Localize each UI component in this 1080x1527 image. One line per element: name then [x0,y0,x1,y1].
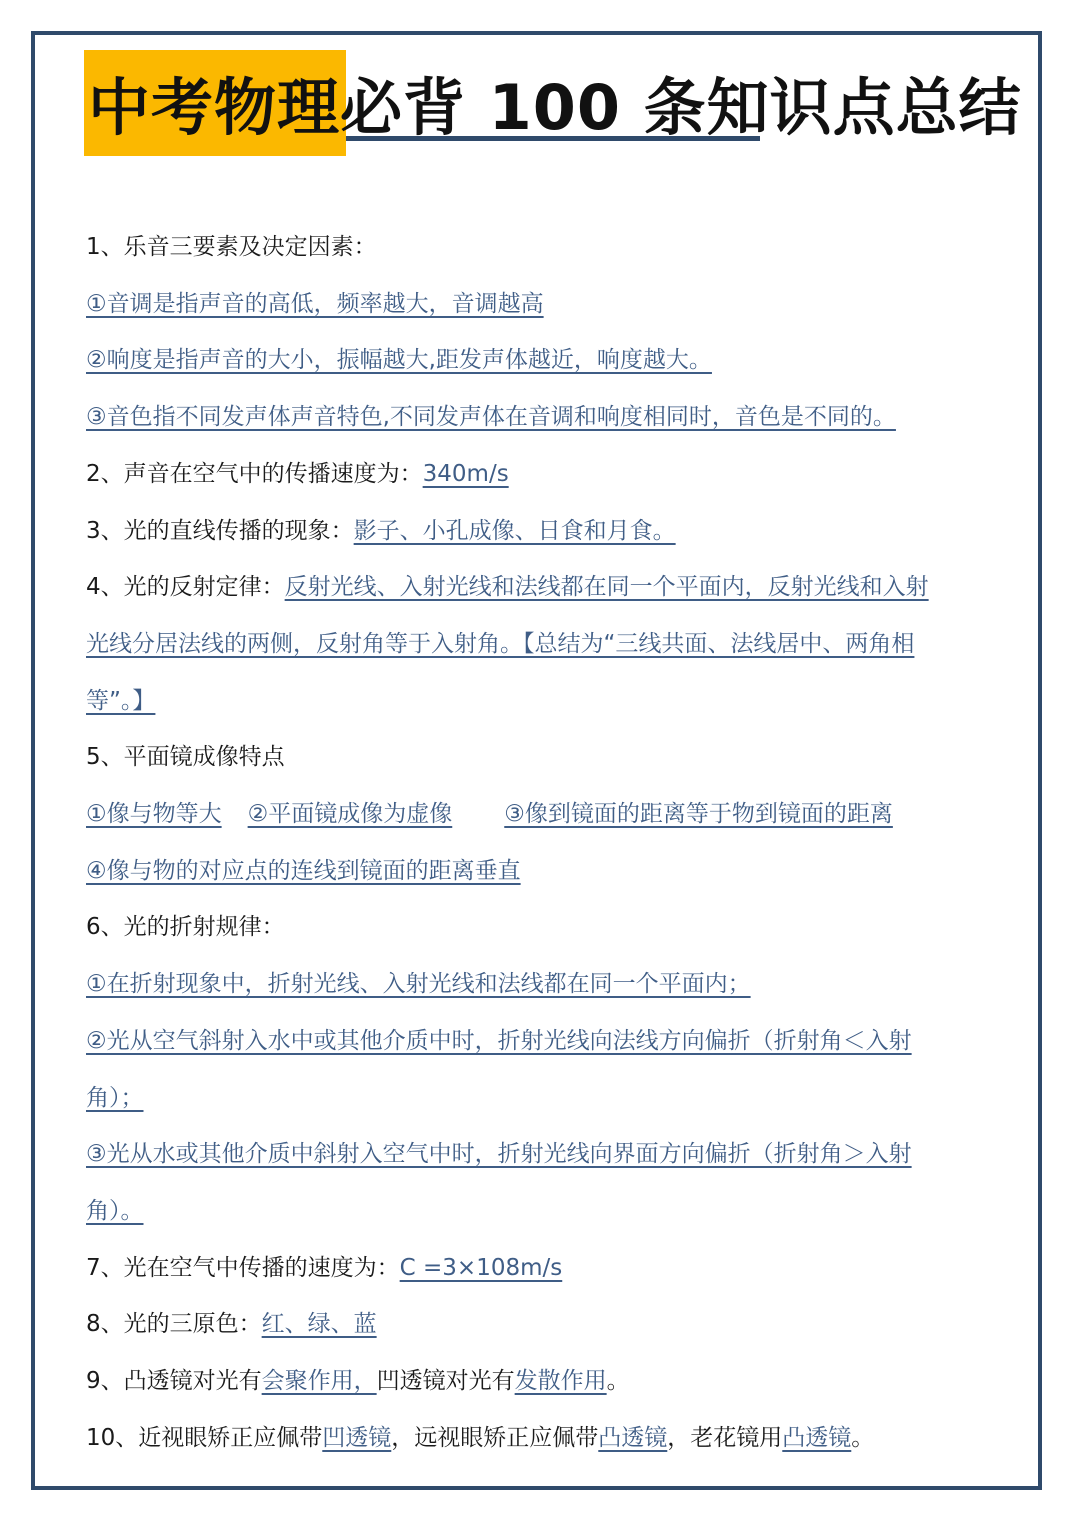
item-9-answer-2: 发散作用 [514,1368,607,1395]
item-10 [86,1410,1006,1467]
item-4-answer-1: 反射光线、入射光线和法线都在同一个平面内，反射光线和入射 [284,574,929,601]
item-2-label: 2、声音在空气中的传播速度为： [86,460,423,487]
title-highlight-text: 中考物理 [88,71,341,144]
item-4-answer-2: 光线分居法线的两侧，反射角等于入射角。【总结为“三线共面、法线居中、两角相 [86,630,915,657]
item-1-point-a: ①音调是指声音的高低，频率越大，音调越高 [86,290,544,317]
item-6-point-a: ①在折射现象中，折射光线、入射光线和法线都在同一个平面内； [86,971,751,998]
item-6-point-c-1: ③光从水或其他介质中斜射入空气中时，折射光线向界面方向偏折（折射角＞入射 [86,1141,912,1168]
item-10-answer-3: 凸透镜 [782,1424,852,1451]
item-2-answer: 340m/s [422,460,509,487]
item-10-mid-1: ，远视眼矫正应佩带 [391,1424,599,1451]
item-1-point-b: ②响度是指声音的大小，振幅越大,距发声体越近，响度越大。 [86,347,712,374]
item-2 [86,446,1006,503]
item-4 [86,559,1006,616]
item-10-mid-2: ，老花镜用 [667,1424,783,1451]
item-5-point-d: ④像与物的对应点的连线到镜面的距离垂直 [86,857,521,884]
item-5-point-b: ②平面镜成像为虚像 [247,801,453,828]
item-9-answer-1: 会聚作用， [261,1368,377,1395]
item-4-label: 4、光的反射定律： [86,574,285,601]
item-9-label: 9、凸透镜对光有 [86,1368,262,1395]
item-3 [86,503,1006,560]
knowledge-list [86,219,1006,1466]
item-6-point-b-1: ②光从空气斜射入水中或其他介质中时，折射光线向法线方向偏折（折射角＜入射 [86,1027,912,1054]
item-9 [86,1353,1006,1410]
item-9-end: 。 [606,1368,630,1395]
item-8 [86,1296,1006,1353]
item-9-mid: 凹透镜对光有 [376,1368,515,1395]
title-rest-text: 必背 100 条知识点总结 [340,71,1022,144]
item-10-end: 。 [851,1424,875,1451]
item-4-answer-3: 等”。】 [86,687,156,714]
item-6-label: 6、光的折射规律： [86,914,285,941]
page-title [88,58,1022,147]
item-10-label: 10、近视眼矫正应佩带 [86,1424,323,1451]
item-1-point-c: ③音色指不同发声体声音特色,不同发声体在音调和响度相同时，音色是不同的。 [86,404,896,431]
item-3-label: 3、光的直线传播的现象： [86,517,354,544]
item-6-point-c-2: 角）。 [86,1197,144,1224]
item-7-answer: C =3×108m/s [399,1254,563,1281]
item-7-label: 7、光在空气中传播的速度为： [86,1254,400,1281]
item-8-label: 8、光的三原色： [86,1311,262,1338]
item-8-answer: 红、绿、蓝 [261,1311,377,1338]
item-5-point-a: ①像与物等大 [86,801,222,828]
item-7 [86,1240,1006,1297]
item-3-answer: 影子、小孔成像、日食和月食。 [353,517,676,544]
item-10-answer-2: 凸透镜 [598,1424,668,1451]
item-10-answer-1: 凹透镜 [322,1424,392,1451]
item-5-point-c: ③像到镜面的距离等于物到镜面的距离 [504,801,893,828]
item-5-label: 5、平面镜成像特点 [86,744,285,771]
item-1-label: 1、乐音三要素及决定因素： [86,234,377,260]
item-6-point-b-2: 角）； [86,1084,144,1111]
